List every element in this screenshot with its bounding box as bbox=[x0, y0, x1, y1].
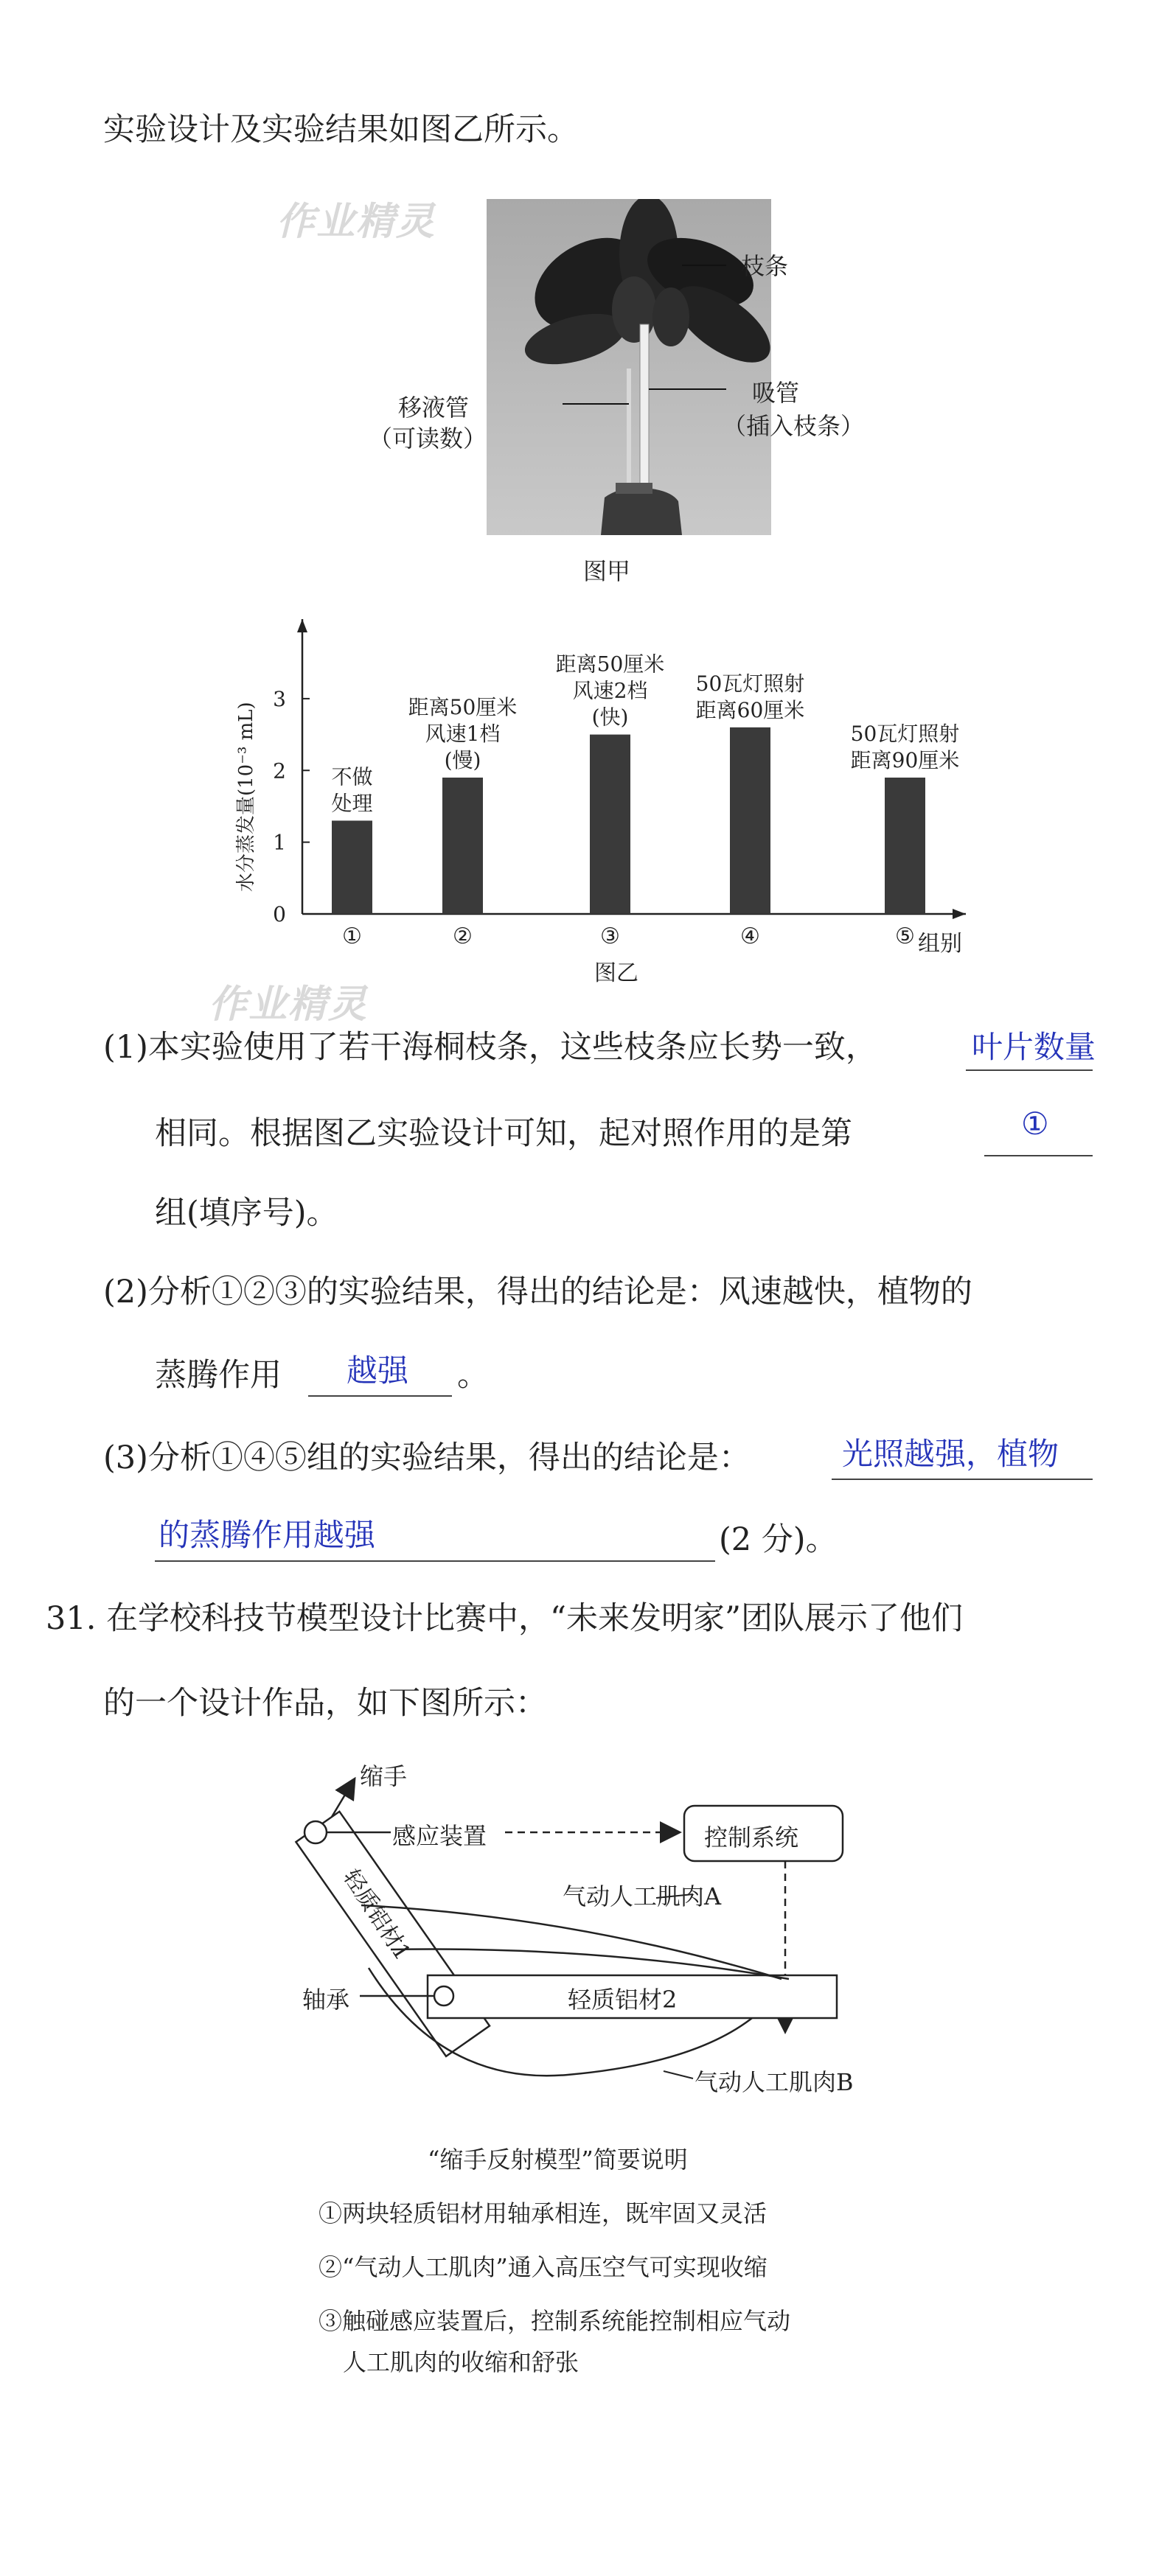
bar-label: 50瓦灯照射 bbox=[695, 671, 805, 696]
bar-5 bbox=[885, 778, 925, 914]
figure-jia bbox=[354, 199, 907, 545]
y-axis-label: 水分蒸发量(10⁻³ mL) bbox=[235, 702, 257, 892]
desc-item-1: ①两块轻质铝材用轴承相连，既牢固又灵活 bbox=[319, 2199, 768, 2227]
q1-blank1 bbox=[966, 1069, 1093, 1071]
q3-suffix: (2 分)。 bbox=[719, 1521, 838, 1558]
intro-text: 实验设计及实验结果如图乙所示。 bbox=[103, 111, 579, 148]
bar-label: 处理 bbox=[331, 791, 373, 816]
label-pipette: 移液管 bbox=[398, 394, 470, 422]
q1-line3: 组(填序号)。 bbox=[155, 1195, 338, 1232]
bar-chart bbox=[221, 590, 1032, 1002]
model-diagram bbox=[280, 1754, 914, 2101]
q2-line2-prefix: 蒸腾作用 bbox=[155, 1357, 282, 1394]
y-tick-label: 3 bbox=[273, 686, 286, 711]
y-tick-label: 2 bbox=[273, 758, 286, 783]
label-bar-2: 轻质铝材2 bbox=[568, 1986, 678, 2014]
bar-2 bbox=[442, 778, 483, 914]
label-sensor: 感应装置 bbox=[392, 1822, 487, 1850]
q1-line1: (1)本实验使用了若干海桐枝条，这些枝条应长势一致， bbox=[103, 1029, 877, 1066]
label-straw: 吸管 bbox=[752, 379, 800, 407]
watermark-2: 作业精灵 bbox=[209, 982, 369, 1027]
q1-line2: 相同。根据图乙实验设计可知，起对照作用的是第 bbox=[155, 1115, 852, 1152]
q3-blank2 bbox=[155, 1560, 715, 1562]
q2-blank bbox=[308, 1395, 452, 1397]
sensor-circle bbox=[304, 1821, 327, 1843]
caption-yi: 图乙 bbox=[594, 960, 638, 986]
watermark-1: 作业精灵 bbox=[276, 200, 436, 244]
bar-label: (慢) bbox=[444, 748, 481, 772]
label-muscle-a: 气动人工肌肉A bbox=[563, 1882, 722, 1910]
q2-answer: 越强 bbox=[347, 1352, 409, 1389]
q1-blank2 bbox=[984, 1155, 1093, 1156]
bar-3 bbox=[590, 735, 630, 914]
bar-1-label: 轻质铝材1 bbox=[338, 1865, 416, 1966]
x-tick-label: ① bbox=[342, 924, 362, 949]
q1-answer1: 叶片数量 bbox=[972, 1029, 1096, 1065]
y-tick-label: 1 bbox=[273, 830, 286, 855]
x-tick-label: ③ bbox=[600, 924, 620, 949]
bar-1 bbox=[332, 820, 372, 914]
bar-label: 距离90厘米 bbox=[850, 748, 960, 772]
x-tick-label: ④ bbox=[740, 924, 760, 949]
label-bearing: 轴承 bbox=[302, 1986, 350, 2014]
x-axis-arrow bbox=[953, 909, 966, 919]
caption-jia: 图甲 bbox=[583, 557, 631, 585]
label-straw-note: （插入枝条） bbox=[723, 412, 865, 440]
bar-label: (快) bbox=[591, 705, 629, 730]
bar-label: 距离50厘米 bbox=[555, 652, 665, 677]
q31-line1: 31. 在学校科技节模型设计比赛中，“未来发明家”团队展示了他们 bbox=[46, 1600, 964, 1637]
desc-title: “缩手反射模型”简要说明 bbox=[428, 2146, 688, 2174]
desc-item-3a: ③触碰感应装置后，控制系统能控制相应气动 bbox=[319, 2307, 791, 2335]
y-tick-label: 0 bbox=[273, 902, 286, 926]
y-axis-arrow bbox=[297, 619, 307, 632]
bearing bbox=[434, 1986, 453, 2006]
q2-line2-suffix: 。 bbox=[457, 1357, 489, 1394]
label-withdraw: 缩手 bbox=[360, 1762, 408, 1790]
bar-label: 不做 bbox=[331, 764, 373, 789]
bar-label: 距离50厘米 bbox=[408, 695, 518, 719]
label-shoot: 枝条 bbox=[741, 252, 789, 280]
q3-answer1: 光照越强，植物 bbox=[842, 1436, 1059, 1472]
label-control: 控制系统 bbox=[704, 1823, 799, 1851]
figure-yi bbox=[221, 590, 1032, 1002]
bar-4 bbox=[730, 727, 770, 914]
x-axis-label: 组别 bbox=[918, 931, 962, 957]
q3-blank1 bbox=[832, 1479, 1093, 1480]
q1-answer2: ① bbox=[1021, 1106, 1049, 1142]
x-tick-label: ⑤ bbox=[895, 924, 915, 949]
label-muscle-b: 气动人工肌肉B bbox=[695, 2068, 854, 2096]
bar-label: 风速1档 bbox=[425, 722, 501, 746]
label-pipette-note: （可读数） bbox=[369, 425, 487, 453]
x-tick-label: ② bbox=[453, 924, 473, 949]
bar-label: 风速2档 bbox=[572, 678, 648, 703]
bar-label: 距离60厘米 bbox=[695, 697, 805, 722]
desc-item-3b: 人工肌肉的收缩和舒张 bbox=[343, 2348, 579, 2376]
q3-line1: (3)分析①④⑤组的实验结果，得出的结论是： bbox=[103, 1439, 751, 1476]
q2-line1: (2)分析①②③的实验结果，得出的结论是：风速越快，植物的 bbox=[103, 1274, 972, 1310]
desc-item-2: ②“气动人工肌肉”通入高压空气可实现收缩 bbox=[319, 2253, 768, 2281]
q3-answer2: 的蒸腾作用越强 bbox=[159, 1517, 376, 1553]
plant-photo bbox=[354, 199, 907, 545]
q31-line2: 的一个设计作品，如下图所示： bbox=[103, 1685, 547, 1722]
bar-label: 50瓦灯照射 bbox=[850, 722, 960, 746]
